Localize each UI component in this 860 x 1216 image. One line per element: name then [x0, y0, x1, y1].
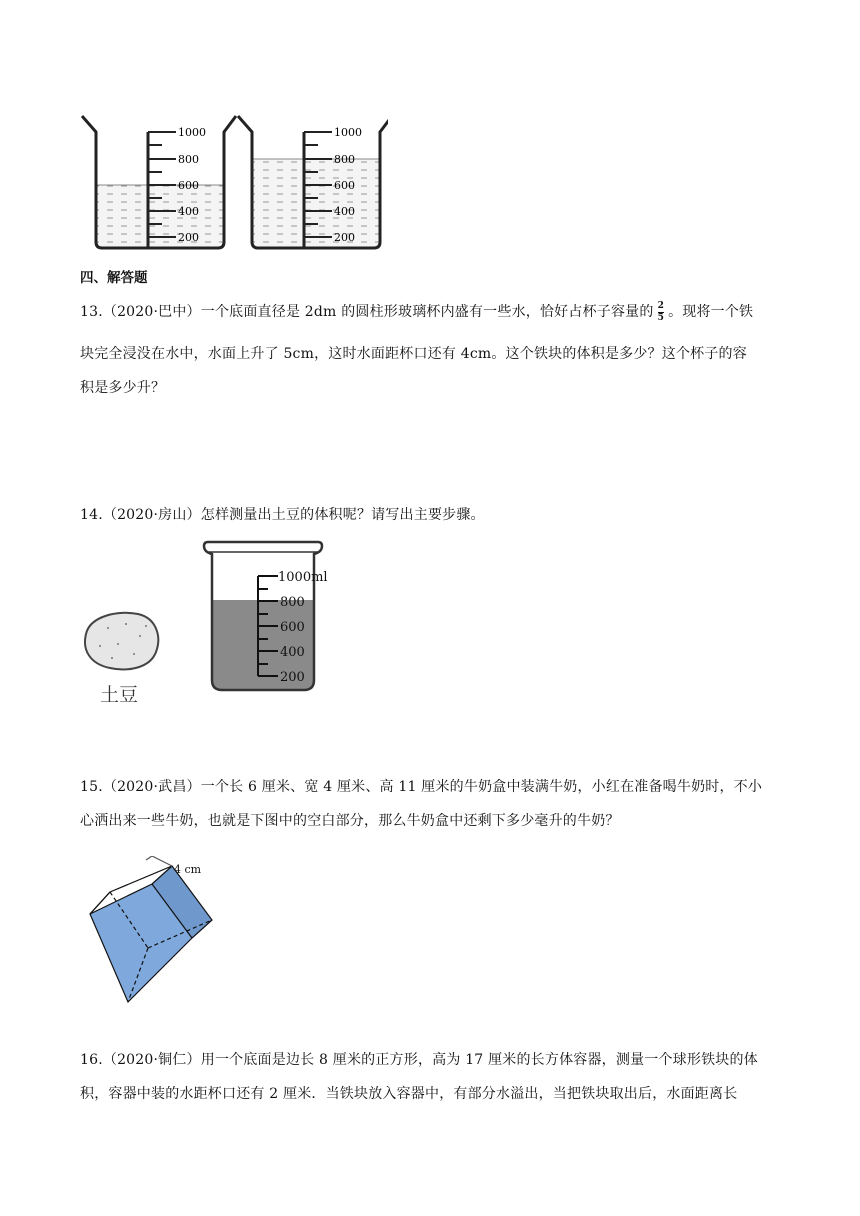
right-tick-1000: 1000: [334, 126, 362, 139]
q13-line-2: 块完全浸没在水中，水面上升了 5cm，这时水面距杯口还有 4cm。这个铁块的体积是多少？这个杯子的容: [80, 346, 747, 362]
beaker-left: [82, 116, 236, 248]
question-15: [80, 770, 780, 838]
gray-tick-200: 200: [280, 670, 305, 685]
right-tick-600: 600: [334, 179, 355, 192]
left-tick-200: 200: [178, 231, 199, 244]
gray-tick-800: 800: [280, 595, 305, 610]
question-16: [80, 1043, 780, 1111]
potato-label: 土豆: [100, 684, 139, 706]
q15-line-1: 15.（2020·武昌）一个长 6 厘米、宽 4 厘米、高 11 厘米的牛奶盒中装满牛奶，小红在准备喝牛奶时，不小: [80, 779, 763, 795]
beakers-figure: [78, 110, 388, 255]
gray-tick-400: 400: [280, 645, 305, 660]
q13-line-1-b: 。现将一个铁: [668, 304, 754, 320]
beaker-right: [238, 116, 388, 248]
gray-tick-1000ml: 1000ml: [278, 570, 328, 585]
right-tick-400: 400: [334, 205, 355, 218]
q15-line-2: 心洒出来一些牛奶，也就是下图中的空白部分，那么牛奶盒中还剩下多少毫升的牛奶？: [80, 813, 620, 829]
left-tick-400: 400: [178, 205, 199, 218]
section-heading: 四、解答题: [80, 270, 148, 286]
q16-line-2: 积，容器中装的水距杯口还有 2 厘米．当铁块放入容器中，有部分水溢出，当把铁块取出后，水面距离长: [80, 1086, 738, 1102]
q13-line-1-a: 13.（2020·巴中）一个底面直径是 2dm 的圆柱形玻璃杯内盛有一些水，恰好占杯子容量的: [80, 304, 654, 320]
q13-frac-denominator: 5: [657, 312, 665, 323]
milk-box-figure: [82, 856, 222, 1006]
gray-beaker-figure: [198, 540, 328, 700]
q13-frac-numerator: 2: [657, 300, 665, 311]
q16-line-1: 16.（2020·铜仁）用一个底面是边长 8 厘米的正方形，高为 17 厘米的长方体容器，测量一个球形铁块的体: [80, 1052, 758, 1068]
right-tick-800: 800: [334, 153, 355, 166]
question-14: 14.（2020·房山）怎样测量出土豆的体积呢？请写出主要步骤。: [80, 507, 485, 523]
left-tick-600: 600: [178, 179, 199, 192]
beaker-left-water: [96, 185, 224, 248]
q13-line-1: [80, 295, 780, 329]
left-tick-1000: 1000: [178, 126, 206, 139]
milk-box-dimension: 4 cm: [174, 863, 202, 876]
q13-fraction: [658, 302, 664, 323]
potato-figure: [78, 606, 168, 706]
right-tick-200: 200: [334, 231, 355, 244]
left-tick-800: 800: [178, 153, 199, 166]
question-13: [80, 295, 780, 405]
potato-shape: [85, 613, 158, 670]
gray-tick-600: 600: [280, 620, 305, 635]
q13-line-3: 积是多少升？: [80, 380, 166, 396]
